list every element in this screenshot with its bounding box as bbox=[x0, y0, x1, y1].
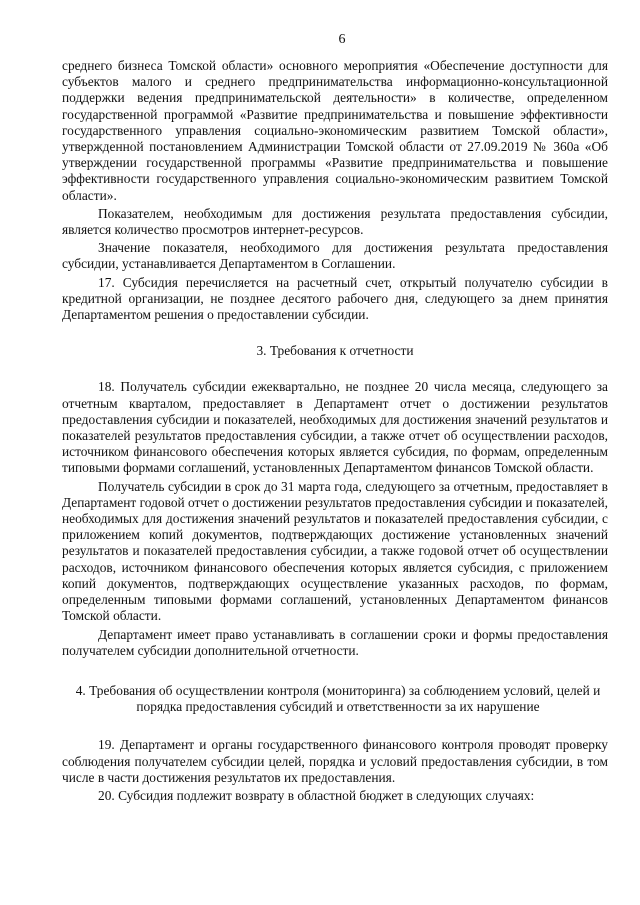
clause-19: 19. Департамент и органы государственного финансового контроля проводят проверку соблюдения получателем субсидии целей, порядка и условий предоставления субсидии, в том числе в части достижения результатов их предоставления. bbox=[62, 737, 608, 785]
section-4-heading: 4. Требования об осуществлении контроля (мониторинга) за соблюдением условий, целей и порядка предоставления субсидий и ответственности за их нарушение bbox=[75, 682, 601, 715]
clause-18: 18. Получатель субсидии ежеквартально, не позднее 20 числа месяца, следующего за отчетным кварталом, предоставляет в Департамент отчет о достижении результатов предоставления субсидии и показателей, необходимых для достижения значений результатов и показателей результатов предоставления субсидии, а также отчет об осуществлении расходов, источником финансового обеспечения которых является субсидия, по формам, определенным типовыми формами соглашений, установленных Департаментом финансов Томской области. bbox=[62, 379, 608, 476]
clause-17: 17. Субсидия перечисляется на расчетный счет, открытый получателю субсидии в кредитной организации, не позднее десятого рабочего дня, следующего за днем принятия Департаментом решения о предоставлении субсидии. bbox=[62, 274, 608, 323]
page-number: 6 bbox=[338, 32, 346, 47]
clause-20: 20. Субсидия подлежит возврату в областной бюджет в следующих случаях: bbox=[98, 787, 535, 803]
annual-report-paragraph: Получатель субсидии в срок до 31 марта года, следующего за отчетным, предоставляет в Департамент годовой отчет о достижении результатов предоставления субсидии и показателей, необходимых для достижения значений результатов и показателей предоставления субсидии, с приложением копий документов, подтверждающих достижение установленных значений результатов и показателей предоставления субсидии, а также годовой отчет об осуществлении расходов, источником финансового обеспечения которых является субсидия, с приложением копий документов, подтверждающих осуществление указанных расходов, по формам, определенным типовыми формами соглашений, установленных Департаментом финансов Томской области. bbox=[62, 478, 608, 624]
intro-paragraph-2: Показателем, необходимым для достижения результата предоставления субсидии, является количество просмотров интернет-ресурсов. bbox=[62, 205, 608, 238]
intro-paragraph-3: Значение показателя, необходимого для достижения результата предоставления субсидии, устанавливается Департаментом в Соглашении. bbox=[62, 240, 608, 272]
intro-paragraph-1: среднего бизнеса Томской области» основного мероприятия «Обеспечение доступности для субъектов малого и среднего предпринимательства информационно-консультационной поддержки ведения предпринимательской деятельности» в количестве, определенном государственной программой «Развитие предпринимательства и повышение эффективности государственного управления социально-экономическим развитием Томской области», утвержденной постановлением Администрации Томской области от 27.09.2019 № 360а «Об утверждении государственной программы «Развитие предпринимательства и повышение эффективности государственного управления социально-экономическим развитием Томской области». bbox=[62, 58, 608, 203]
section-3-heading: 3. Требования к отчетности bbox=[256, 343, 414, 359]
additional-reporting-paragraph: Департамент имеет право устанавливать в соглашении сроки и формы предоставления получателем субсидии дополнительной отчетности. bbox=[62, 626, 608, 658]
document-body bbox=[62, 58, 608, 804]
